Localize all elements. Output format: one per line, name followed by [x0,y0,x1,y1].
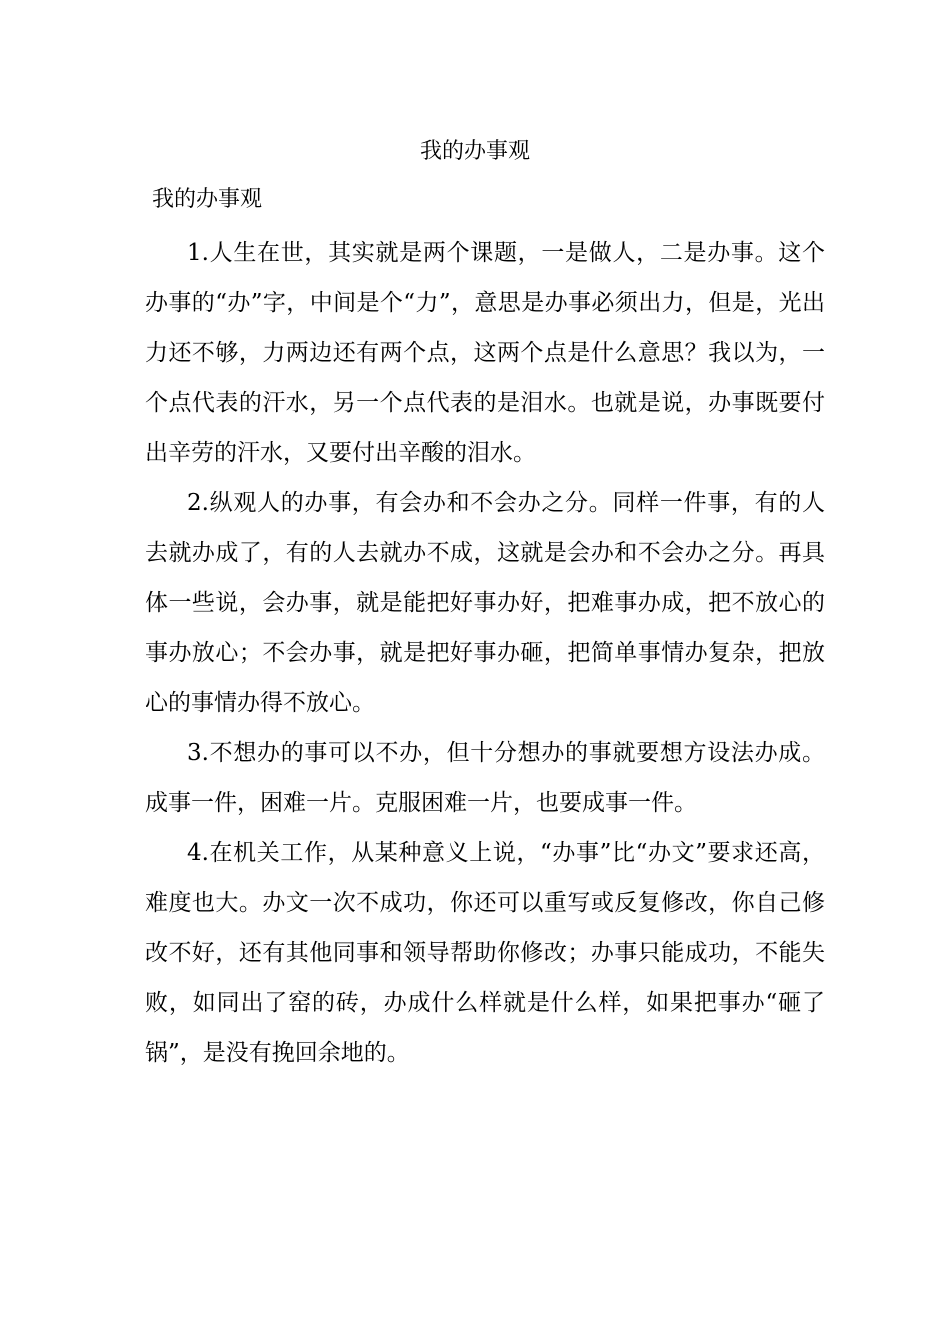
paragraph-4: 4.在机关工作，从某种意义上说，“办事”比“办文”要求还高，难度也大。办文一次不成功，你还可以重写或反复修改，你自己修改不好，还有其他同事和领导帮助你修改；办事只能成功，不能失败，如同出了窑的砖，办成什么样就是什么样，如果把事办“砸了锅”，是没有挽回余地的。 [145,840,825,1066]
document-title: 我的办事观 [419,139,530,164]
paragraph-1: 1.人生在世，其实就是两个课题，一是做人，二是办事。这个办事的“办”字，中间是个“力”，意思是办事必须出力，但是，光出力还不够，力两边还有两个点，这两个点是什么意思？我以为，一个点代表的汗水，另一个点代表的是泪水。也就是说，办事既要付出辛劳的汗水，又要付出辛酸的泪水。 [145,240,825,466]
paragraph-3: 3.不想办的事可以不办，但十分想办的事就要想方设法办成。成事一件，困难一片。克服困难一片，也要成事一件。 [145,740,825,816]
document-body [145,228,825,1078]
paragraph-2: 2.纵观人的办事，有会办和不会办之分。同样一件事，有的人去就办成了，有的人去就办不成，这就是会办和不会办之分。再具体一些说，会办事，就是能把好事办好，把难事办成，把不放心的事办放心；不会办事，就是把好事办砸，把简单事情办复杂，把放心的事情办得不放心。 [145,490,825,716]
document-subtitle: 我的办事观 [152,187,263,212]
